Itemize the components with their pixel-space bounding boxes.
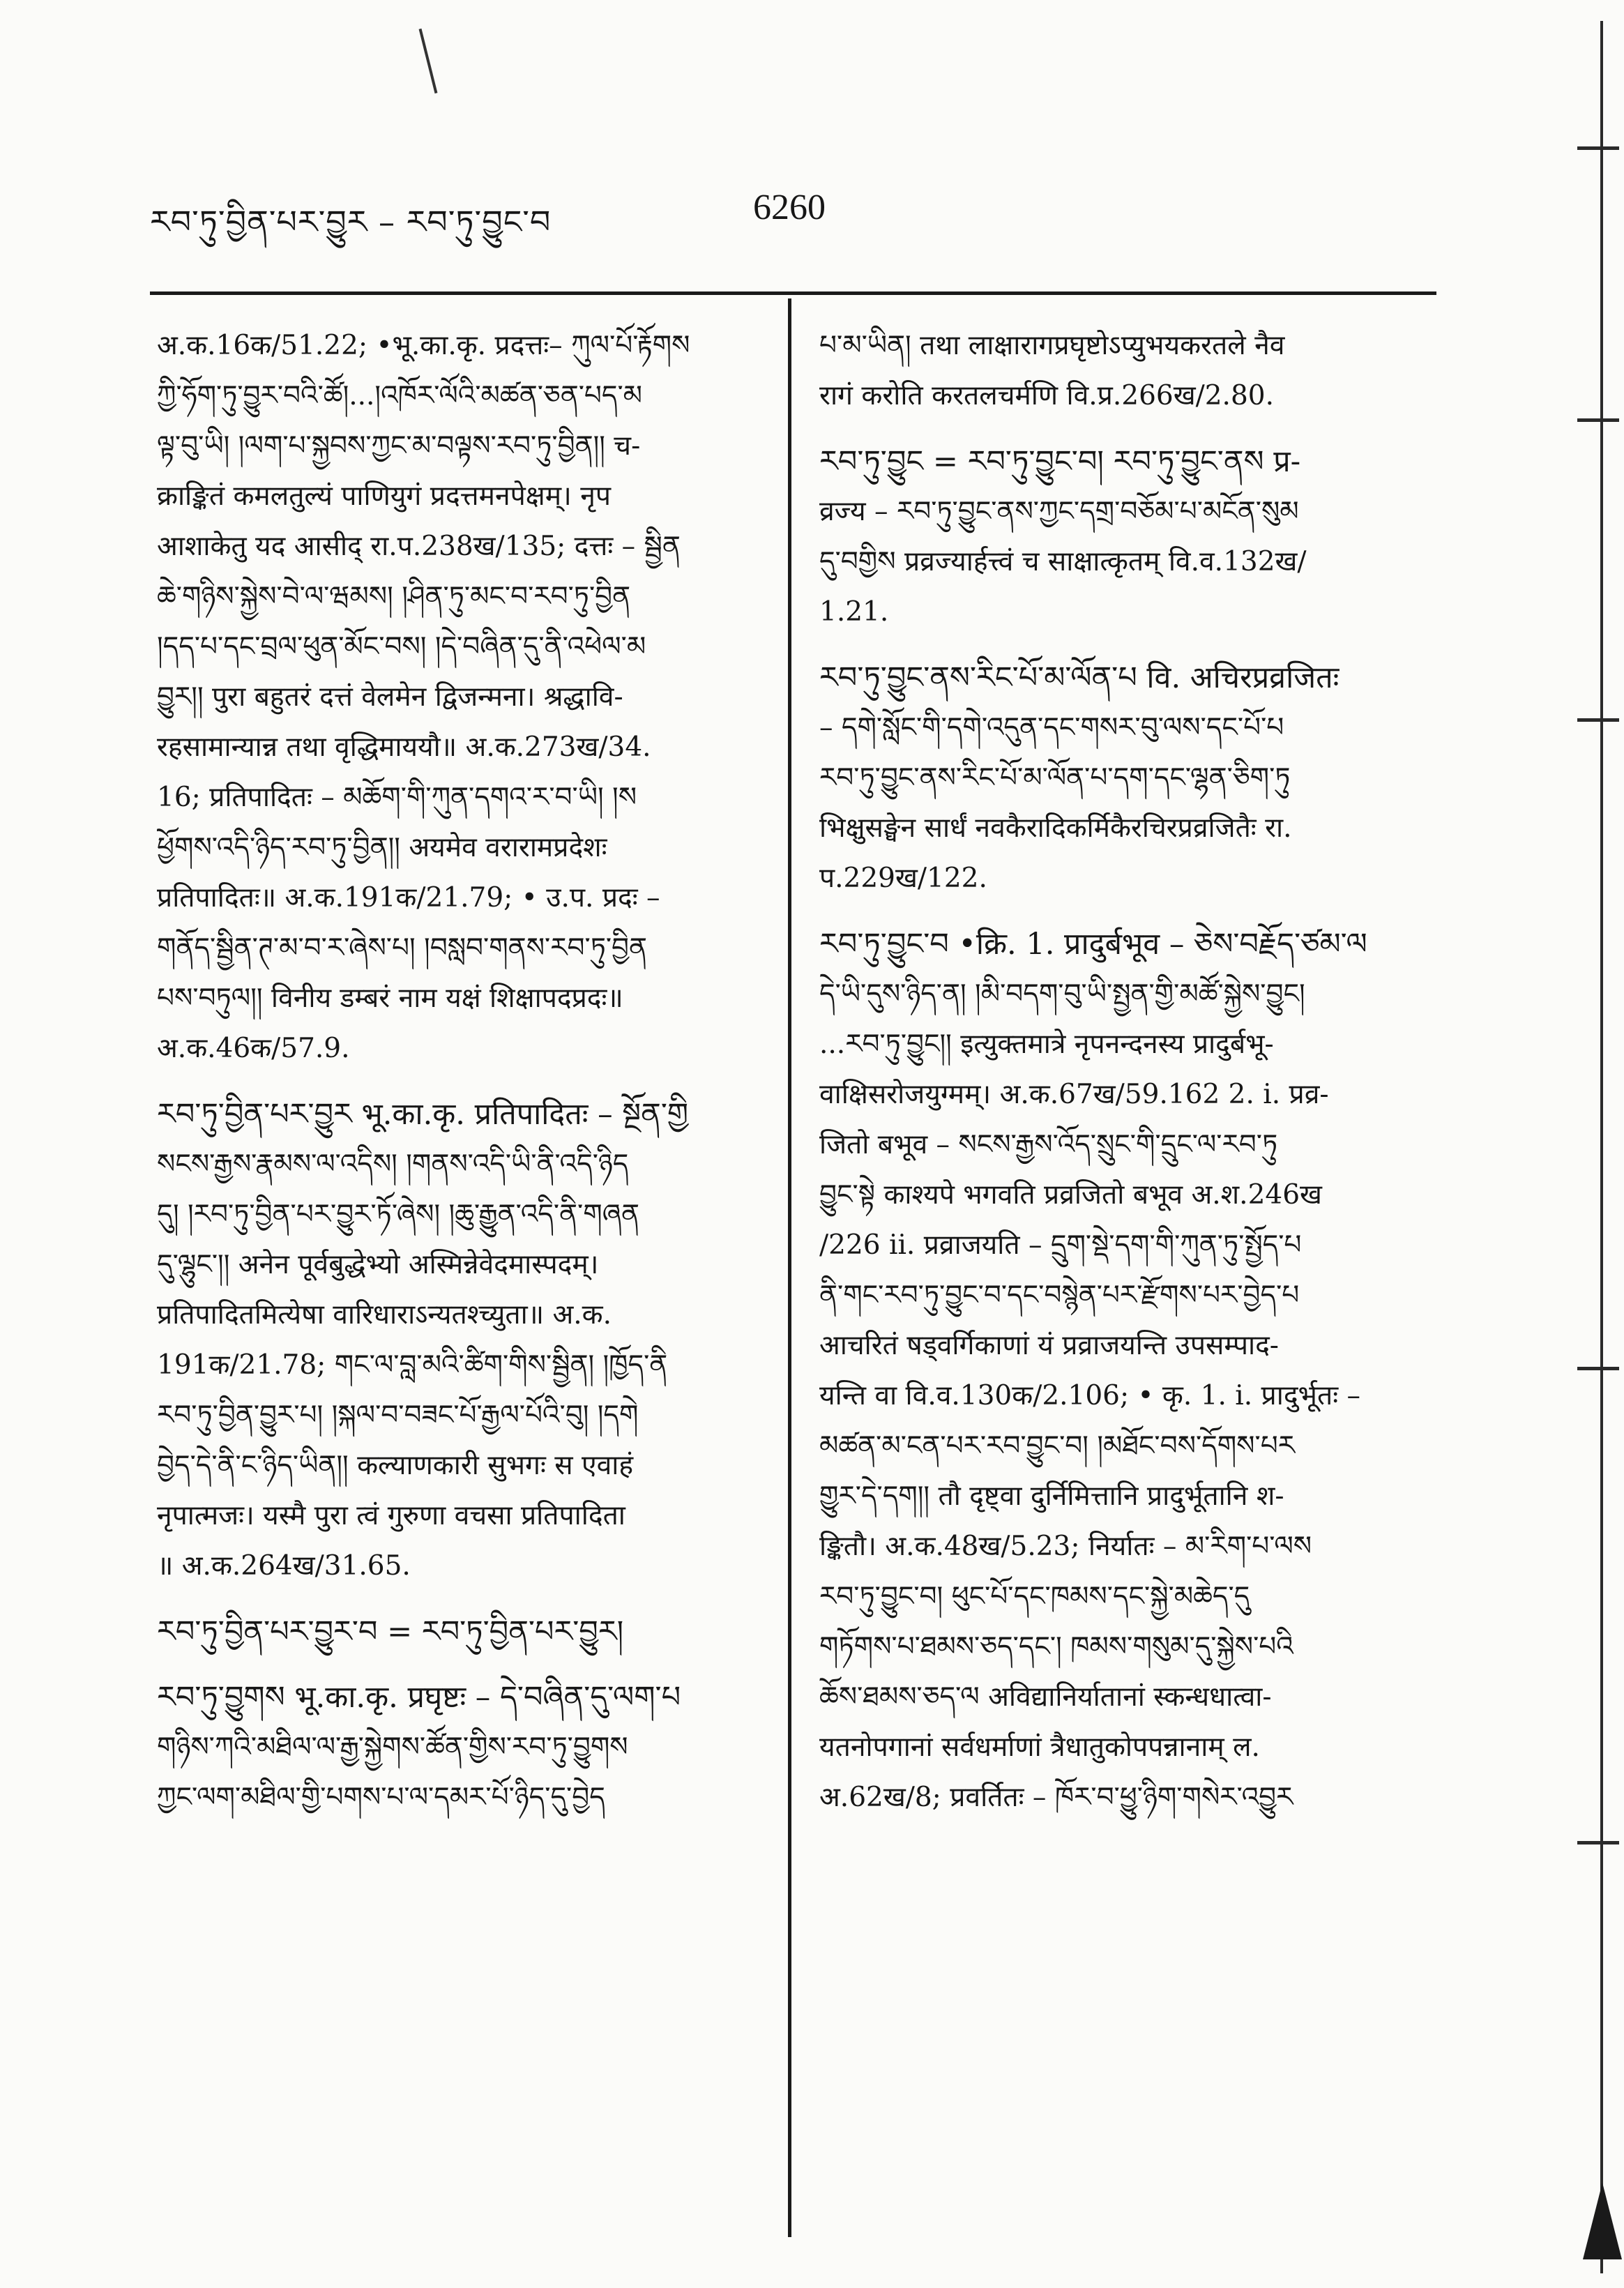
margin-tick: [1577, 1367, 1619, 1370]
margin-pen-mark: [419, 29, 438, 93]
headword-line: རབ་ཏུ་བྱུང་ནས་རིང་པོ་མ་ལོན་པ वि. अचिरप्रव्रजितः: [819, 660, 1340, 695]
text-line: ཀྱི་ཧོག་ཏུ་བྱུར་བའི་ཚོ།...།འཁོར་ལོའི་མཚན་ཅན་པད་མ: [157, 380, 643, 411]
margin-tick: [1577, 418, 1619, 422]
text-line: ॥ अ.क.264ख/31.65.: [157, 1550, 411, 1582]
text-line: प.229ख/122.: [819, 863, 987, 894]
text-line: གཏོགས་པ་ཐམས་ཅད་དང་། ཁམས་གསུམ་དུ་སྐྱེས་པའི: [819, 1631, 1293, 1662]
text-line: གཉིས་ཀའི་མཐིལ་ལ་རྒྱ་སྐྱེགས་ཚོན་གྱིས་རབ་ཏུ་བྱུགས: [157, 1732, 628, 1763]
text-line: དེ་ཡི་དུས་ཉིད་ན། །མི་བདག་བུ་ཡི་སྤྱན་གྱི་མཚོ་སྐྱེས་བྱུང།: [819, 978, 1305, 1010]
text-line: रागं करोति करतलचर्मणि वि.प्र.266ख/2.80.: [819, 380, 1274, 411]
text-line: དུ་ལྷུང་།། अनेन पूर्वबुद्धेभ्यो अस्मिन्नेवेदमास्पदम्।: [157, 1249, 599, 1280]
text-line: ལྟ་བུ་ཡི། །ལག་པ་སྐྱབས་ཀྱང་མ་བལྟས་རབ་ཏུ་བྱིན།། च-: [157, 430, 641, 462]
text-line: अ.क.16क/51.22; •भू.का.कृ. प्रदत्तः– ཀུལ་པོ་རྟོགས: [157, 330, 690, 361]
entry-continued-pradattah: [157, 321, 760, 1074]
text-line: བྱུང་སྟེ काश्यपे भगवति प्रव्रजितो बभूव अ.श.246ख: [819, 1179, 1322, 1211]
text-line: ཕྱོགས་འདི་ཉིད་རབ་ཏུ་བྱིན།། अयमेव वरारामप्रदेशः: [157, 832, 607, 863]
text-line: आशाकेतु यद आसीद् रा.प.238ख/135; दत्तः – སྦྱིན: [157, 531, 681, 562]
left-column: [157, 321, 760, 2245]
text-line: आचरितं षड्वर्गिकाणां यं प्रव्राजयन्ति उपसम्पाद-: [819, 1330, 1279, 1361]
headword-line: རབ་ཏུ་བྱུང་བ •क्रि. 1. प्रादुर्बभूव – ཅེས་བརྗོད་ཙམ་ལ: [819, 927, 1367, 962]
text-line: སངས་རྒྱས་རྣམས་ལ་འདིས། །གནས་འདི་ཡི་ནི་འདི་ཉིད: [157, 1149, 629, 1180]
text-line: གནོད་སྦྱིན་ཊ་མ་བ་ར་ཞེས་པ། །བསླབ་གནས་རབ་ཏུ་བྱིན: [157, 932, 648, 964]
entry-rab-tu-byung-nas-ring-po: [819, 653, 1429, 904]
text-line: 1.21.: [819, 596, 889, 628]
text-line: བྱེད་དེ་ནི་ང་ཉིད་ཡིན།། कल्याणकारी सुभगः स एवाहं: [157, 1450, 634, 1481]
text-line: 191क/21.78; གང་ལ་བླ་མའི་ཚིག་གིས་སྦྱིན། །ཁྱོད་ནི: [157, 1349, 668, 1381]
margin-tick: [1577, 146, 1619, 150]
entry-rab-tu-byin-par-byur-ba: [157, 1607, 760, 1657]
text-line: नृपात्मजः। यस्मै पुरा त्वं गुरुणा वचसा प्रतिपादिता: [157, 1500, 625, 1531]
text-line: ཆོས་ཐམས་ཅད་ལ अविद्यानिर्यातानां स्कन्धधात्वा-: [819, 1681, 1272, 1713]
entry-rab-tu-byung-ba: [819, 919, 1429, 1823]
text-line: यतनोपगानां सर्वधर्माणां त्रैधातुकोपपन्नानाम् ल.: [819, 1732, 1260, 1763]
running-head: རབ་ཏུ་བྱིན་པར་བྱུར – རབ་ཏུ་བྱུང་བ: [150, 203, 552, 241]
text-line: रहसामान्यान्न तथा वृद्धिमाययौ॥ अ.क.273ख/34.: [157, 732, 651, 763]
text-line: व्रज्य – རབ་ཏུ་བྱུང་ནས་ཀྱང་དགྲ་བཅོམ་པ་མངོན་སུམ: [819, 496, 1299, 527]
right-column: [819, 321, 1429, 2245]
page-number: 6260: [753, 188, 826, 227]
entry-rab-tu-byugs: [157, 1672, 760, 1823]
text-line: རབ་ཏུ་བྱིན་བྱུར་པ། །སྐལ་བ་བཟང་པོ་རྒྱལ་པོའི་བུ། །དགེ: [157, 1400, 639, 1431]
text-line: जितो बभूव – སངས་རྒྱས་འོད་སྲུང་གི་དྲུང་ལ་རབ་ཏུ: [819, 1129, 1278, 1160]
headword-line: རབ་ཏུ་བྱུགས भू.का.कृ. प्रघृष्टः – དེ་བཞིན་དུ་ལག་པ: [157, 1680, 681, 1715]
margin-base-mark: [1583, 2183, 1622, 2259]
headword-line: རབ་ཏུ་བྱིན་པར་བྱུར་བ = རབ་ཏུ་བྱིན་པར་བྱུར།: [157, 1614, 624, 1649]
text-line: མཚན་མ་ངན་པར་རབ་བྱུང་བ། །མཐོང་བས་དོགས་པར: [819, 1430, 1295, 1462]
headword-line: རབ་ཏུ་བྱིན་པར་བྱུར भू.का.कृ. प्रतिपादितः – སྔོན་གྱི: [157, 1097, 689, 1132]
text-line: भिक्षुसङ्घेन सार्धं नवकैरादिकर्मिकैरचिरप्रव्रजितैः रा.: [819, 812, 1292, 844]
text-line: རབ་ཏུ་བྱུང་བ། ཕུང་པོ་དང་ཁམས་དང་སྐྱེ་མཆེད་དུ: [819, 1581, 1250, 1612]
column-divider: [788, 298, 791, 2237]
text-line: 16; प्रतिपादितः – མཆོག་གི་ཀུན་དགའ་ར་བ་ཡི། །ས: [157, 782, 637, 813]
margin-tick: [1577, 1841, 1619, 1844]
text-line: བྱུར།། पुरा बहुतरं दत्तं वेलमेन द्विजन्मना। श्रद्धावि-: [157, 681, 623, 713]
headword-line: རབ་ཏུ་བྱུང = རབ་ཏུ་བྱུང་བ། རབ་ཏུ་བྱུང་ནས प्र-: [819, 444, 1301, 479]
margin-tick: [1577, 718, 1619, 722]
text-line: अ.62ख/8; प्रवर्तितः – ཁོར་བ་ཕྱུ་ཉིག་གསེར་འབྱུར: [819, 1782, 1293, 1813]
text-line: ङ्कितौ। अ.क.48ख/5.23; निर्यातः – མ་རིག་པ་ལས: [819, 1531, 1312, 1562]
text-line: །དད་པ་དང་བྲལ་ཕུན་མོང་བས། །དེ་བཞིན་དུ་ནི་འཕེལ་མ: [157, 631, 646, 662]
text-line: वाक्षिसरोजयुग्मम्। अ.क.67ख/59.162 2. i. प्रव्र-: [819, 1079, 1329, 1110]
text-line: प्रतिपादितमित्येषा वारिधाराऽन्यतश्च्युता॥ अ.क.: [157, 1299, 612, 1331]
text-line: ཆེ་གཉིས་སྐྱེས་བེ་ལ་ཝམས། །ཤིན་ཏུ་མང་བ་རབ་ཏུ་བྱིན: [157, 581, 631, 612]
text-line: རབ་ཏུ་བྱུང་ནས་རིང་པོ་མ་ལོན་པ་དག་དང་ལྷན་ཅིག་ཏུ: [819, 762, 1291, 794]
text-line: དུ་བགྱིས प्रव्रज्यार्हत्त्वं च साक्षात्कृतम् वि.व.132ख/: [819, 546, 1307, 577]
binding-margin-line: [1600, 21, 1603, 2273]
header-rule: [150, 291, 1436, 295]
text-line: यन्ति वा वि.व.130क/2.106; • कृ. 1. i. प्रादुर्भूतः –: [819, 1380, 1360, 1411]
text-line: ནི་གང་རབ་ཏུ་བྱུང་བ་དང་བསྙེན་པར་རྫོགས་པར་བྱེད་པ: [819, 1280, 1300, 1311]
text-line: པ་མ་ཡིན། तथा लाक्षारागप्रघृष्टोऽप्युभयकरतले नैव: [819, 330, 1285, 361]
entry-continued-pragrstah: [819, 321, 1429, 421]
text-line: प्रतिपादितः॥ अ.क.191क/21.79; • उ.प. प्रदः –: [157, 882, 660, 914]
text-line: ཀྱང་ལག་མཐིལ་གྱི་པགས་པ་ལ་དམར་པོ་ཉིད་དུ་བྱེད: [157, 1782, 605, 1813]
text-line: /226 ii. प्रव्राजयति – དྲུག་སྡེ་དག་གི་ཀུན་ཏུ་སྤྱོད་པ: [819, 1229, 1302, 1261]
text-line: अ.क.46क/57.9.: [157, 1033, 350, 1064]
text-line: क्राङ्कितं कमलतुल्यं पाणियुगं प्रदत्तमनपेक्षम्। नृप: [157, 480, 612, 512]
text-line: གྱུར་དེ་དག།། तौ दृष्ट्वा दुर्निमित्तानि प्रादुर्भूतानि श-: [819, 1480, 1284, 1512]
text-line: དུ། །རབ་ཏུ་བྱིན་པར་བྱུར་ཏོ་ཞེས། །ཆུ་རྒྱུན་འདི་ནི་གཞན: [157, 1199, 640, 1230]
entry-rab-tu-byung: [819, 437, 1429, 637]
entry-rab-tu-byin-par-byur: [157, 1089, 760, 1591]
text-line: པས་བཏུལ།། विनीय डम्बरं नाम यक्षं शिक्षापदप्रदः॥: [157, 983, 623, 1014]
text-line: ...རབ་ཏུ་བྱུང།། इत्युक्तमात्रे नृपनन्दनस्य प्रादुर्बभू-: [819, 1029, 1274, 1060]
text-line: – དགེ་སློང་གི་དགེ་འདུན་དང་གསར་བུ་ལས་དང་པོ་པ: [819, 712, 1284, 743]
